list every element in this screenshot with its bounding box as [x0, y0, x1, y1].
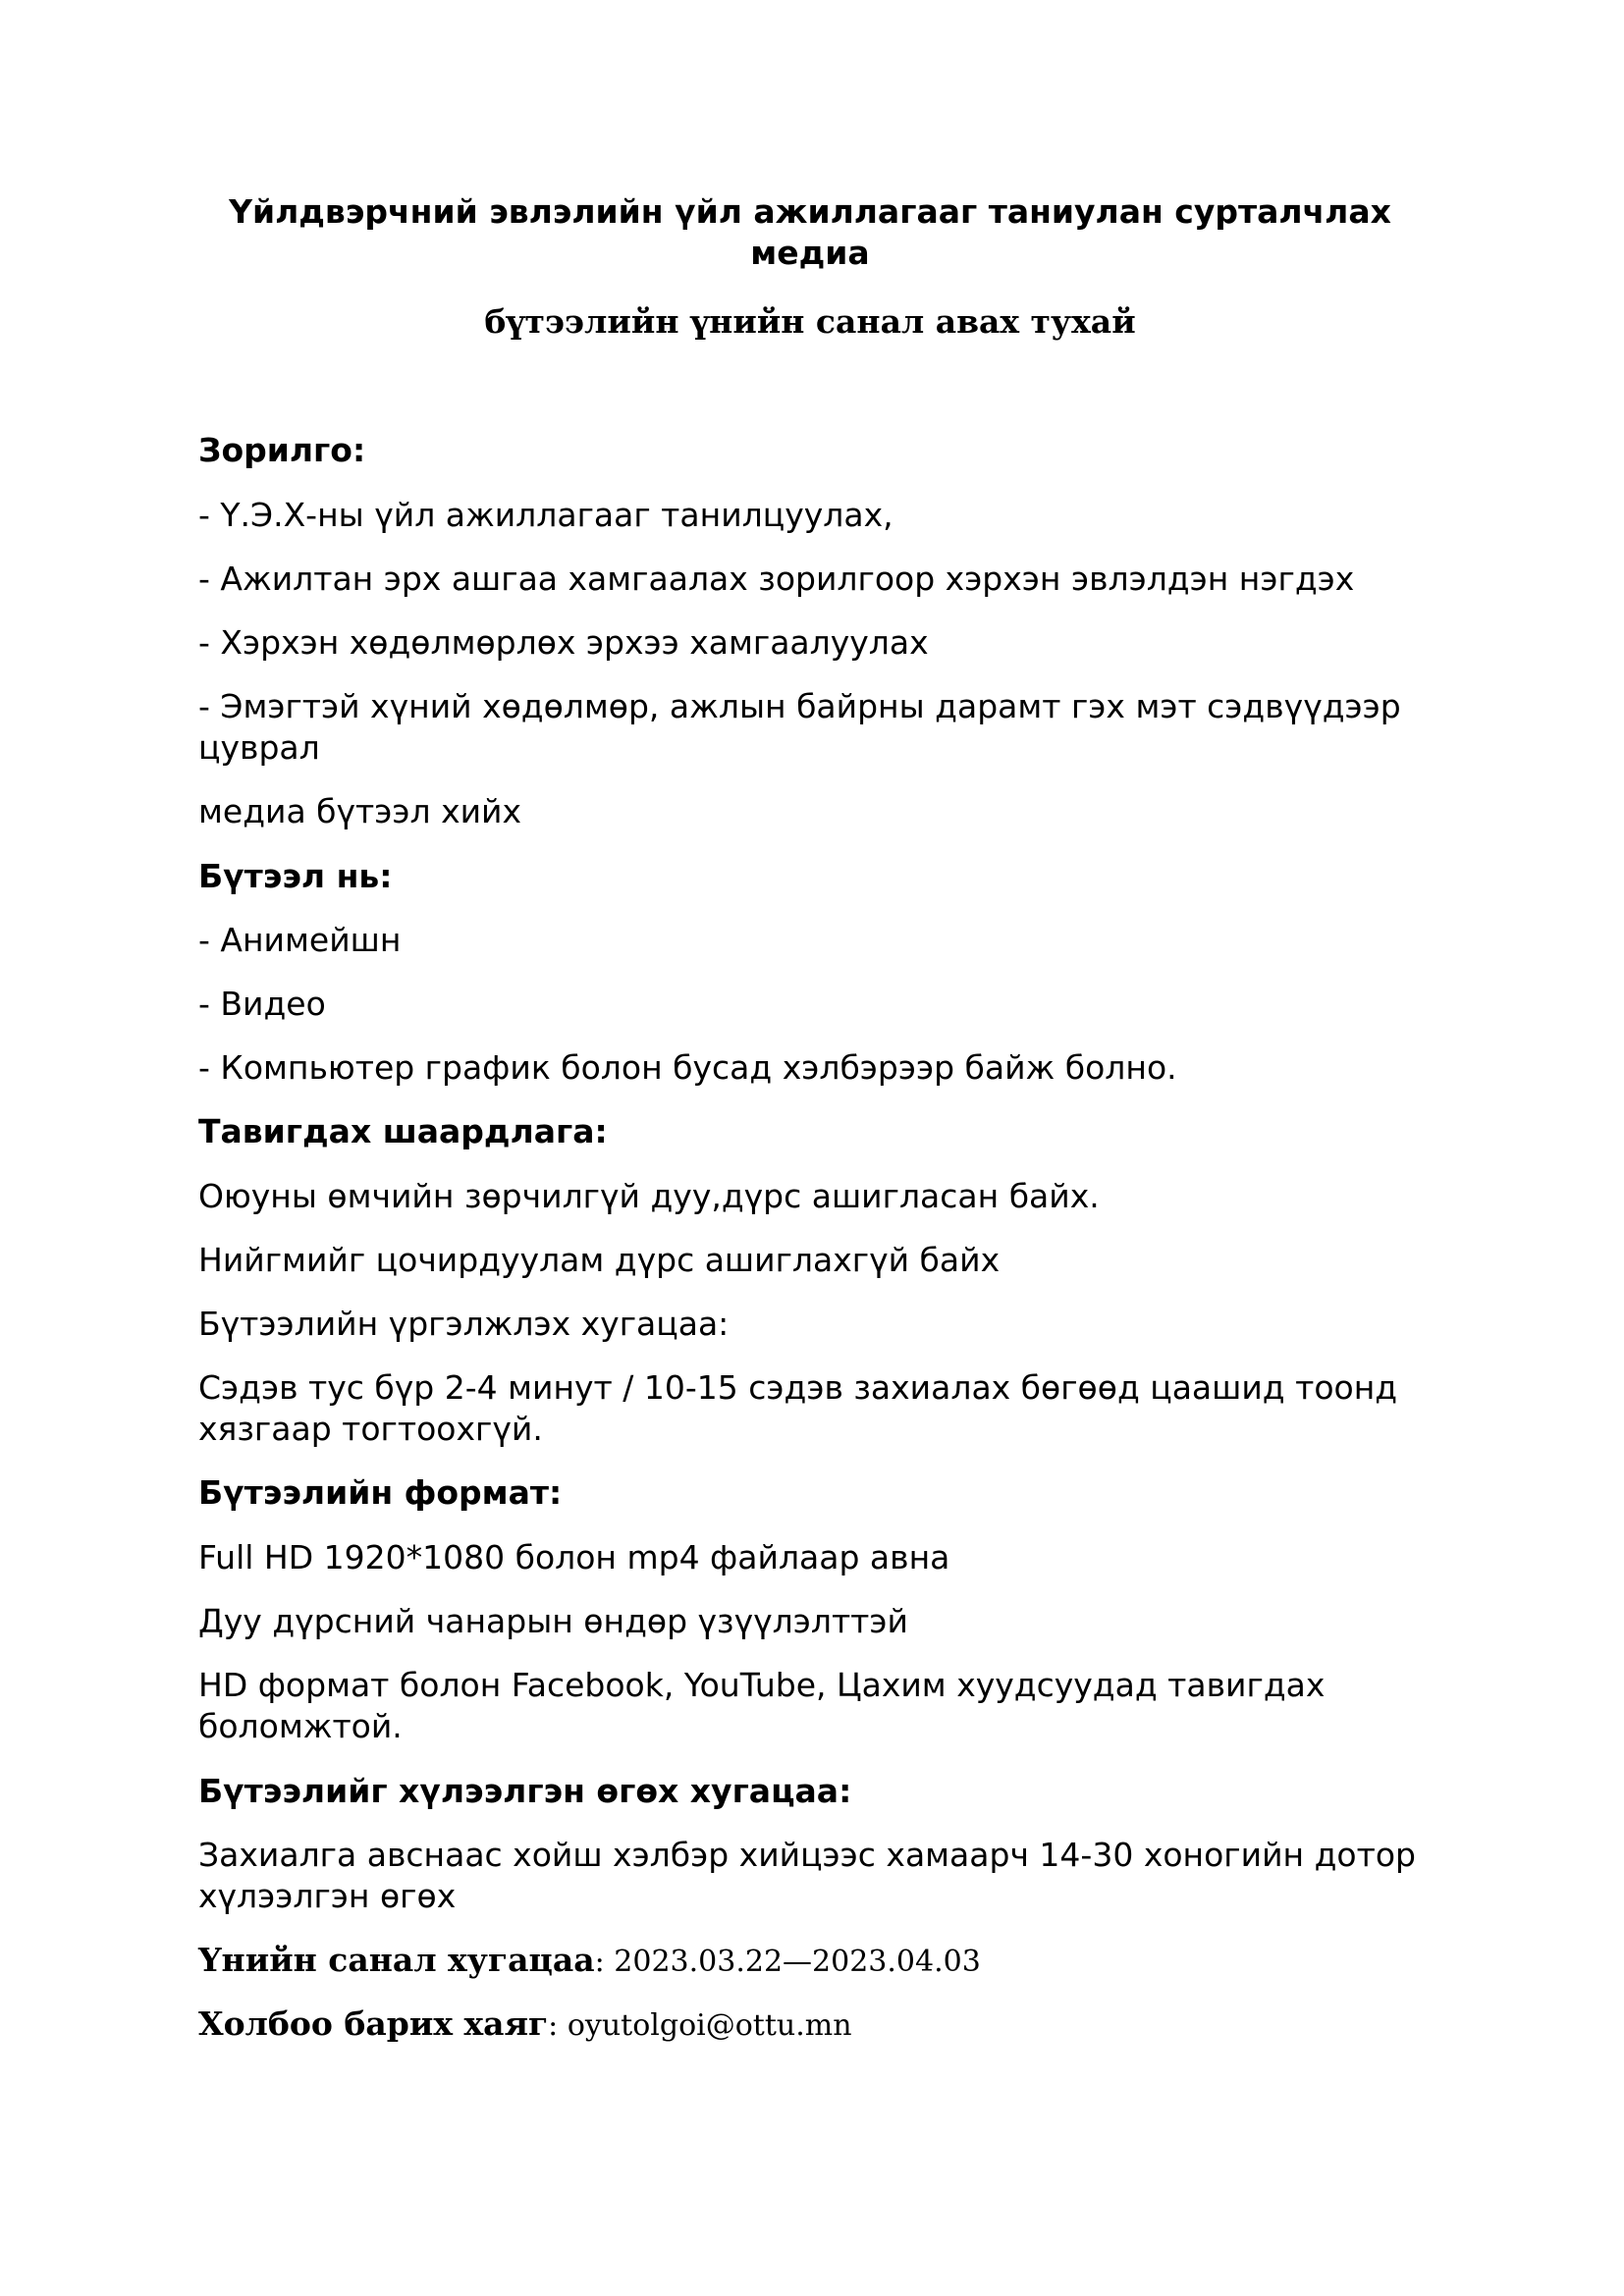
- goal-heading: Зорилго:: [198, 431, 366, 469]
- requirement-item: Бүтээлийн үргэлжлэх хугацаа:: [198, 1305, 730, 1343]
- contact-value: : oyutolgoi@ottu.mn: [548, 2008, 852, 2043]
- requirement-item: Оюуны өмчийн зөрчилгүй дуу,дүрс ашигласан байх.: [198, 1177, 1100, 1215]
- works-item: - Видео: [198, 985, 326, 1023]
- goal-continuation: медиа бүтээл хийх: [198, 792, 522, 830]
- works-heading: Бүтээл нь:: [198, 857, 393, 895]
- works-item: - Компьютер график болон бусад хэлбэрээр байж болно.: [198, 1048, 1177, 1087]
- contact-label: Холбоо барих хаяг: [198, 2004, 549, 2043]
- requirements-heading: Тавигдах шаардлага:: [198, 1112, 608, 1150]
- contact-line: [198, 2003, 1465, 2047]
- price-period-value: : 2023.03.22—2023.04.03: [594, 1945, 981, 1979]
- goal-item: - Эмэгтэй хүний хөдөлмөр, ажлын байрны дарамт гэх мэт сэдвүүдээр цуврал: [198, 687, 1401, 767]
- price-period-label: Үнийн санал хугацаа: [198, 1941, 595, 1979]
- goal-item: - Хэрхэн хөдөлмөрлөх эрхээ хамгаалуулах: [198, 623, 929, 662]
- format-item: Дуу дүрсний чанарын өндөр үзүүлэлттэй: [198, 1602, 908, 1640]
- format-heading: Бүтээлийн формат:: [198, 1473, 563, 1512]
- goal-item: - Ү.Э.Х-ны үйл ажиллагааг танилцуулах,: [198, 496, 893, 534]
- requirement-item: Нийгмийг цочирдуулам дүрс ашиглахгүй байх: [198, 1241, 1001, 1279]
- goal-item: - Ажилтан эрх ашгаа хамгаалах зорилгоор хэрхэн эвлэлдэн нэгдэх: [198, 560, 1355, 598]
- requirement-item: Сэдэв тус бүр 2-4 минут / 10-15 сэдэв захиалах бөгөөд цаашид тоонд хязгаар тогтоохгүй.: [198, 1368, 1398, 1448]
- format-item: Full HD 1920*1080 болон mp4 файлаар авна: [198, 1538, 950, 1576]
- delivery-text: Захиалга авснаас хойш хэлбэр хийцээс хамаарч 14-30 хоногийн дотор хүлээлгэн өгөх: [198, 1836, 1416, 1915]
- works-item: - Анимейшн: [198, 921, 402, 959]
- price-period-line: [198, 1940, 1465, 1983]
- document-title-line-2: бүтээлийн үнийн санал авах тухай: [484, 302, 1136, 341]
- delivery-heading: Бүтээлийг хүлээлгэн өгөх хугацаа:: [198, 1772, 852, 1810]
- format-item: HD формат болон Facebook, YouTube, Цахим хуудсуудад тавигдах боломжтой.: [198, 1666, 1326, 1745]
- document-title-line-1: Үйлдвэрчний эвлэлийн үйл ажиллагааг таниулан сурталчлах медиа: [229, 192, 1391, 272]
